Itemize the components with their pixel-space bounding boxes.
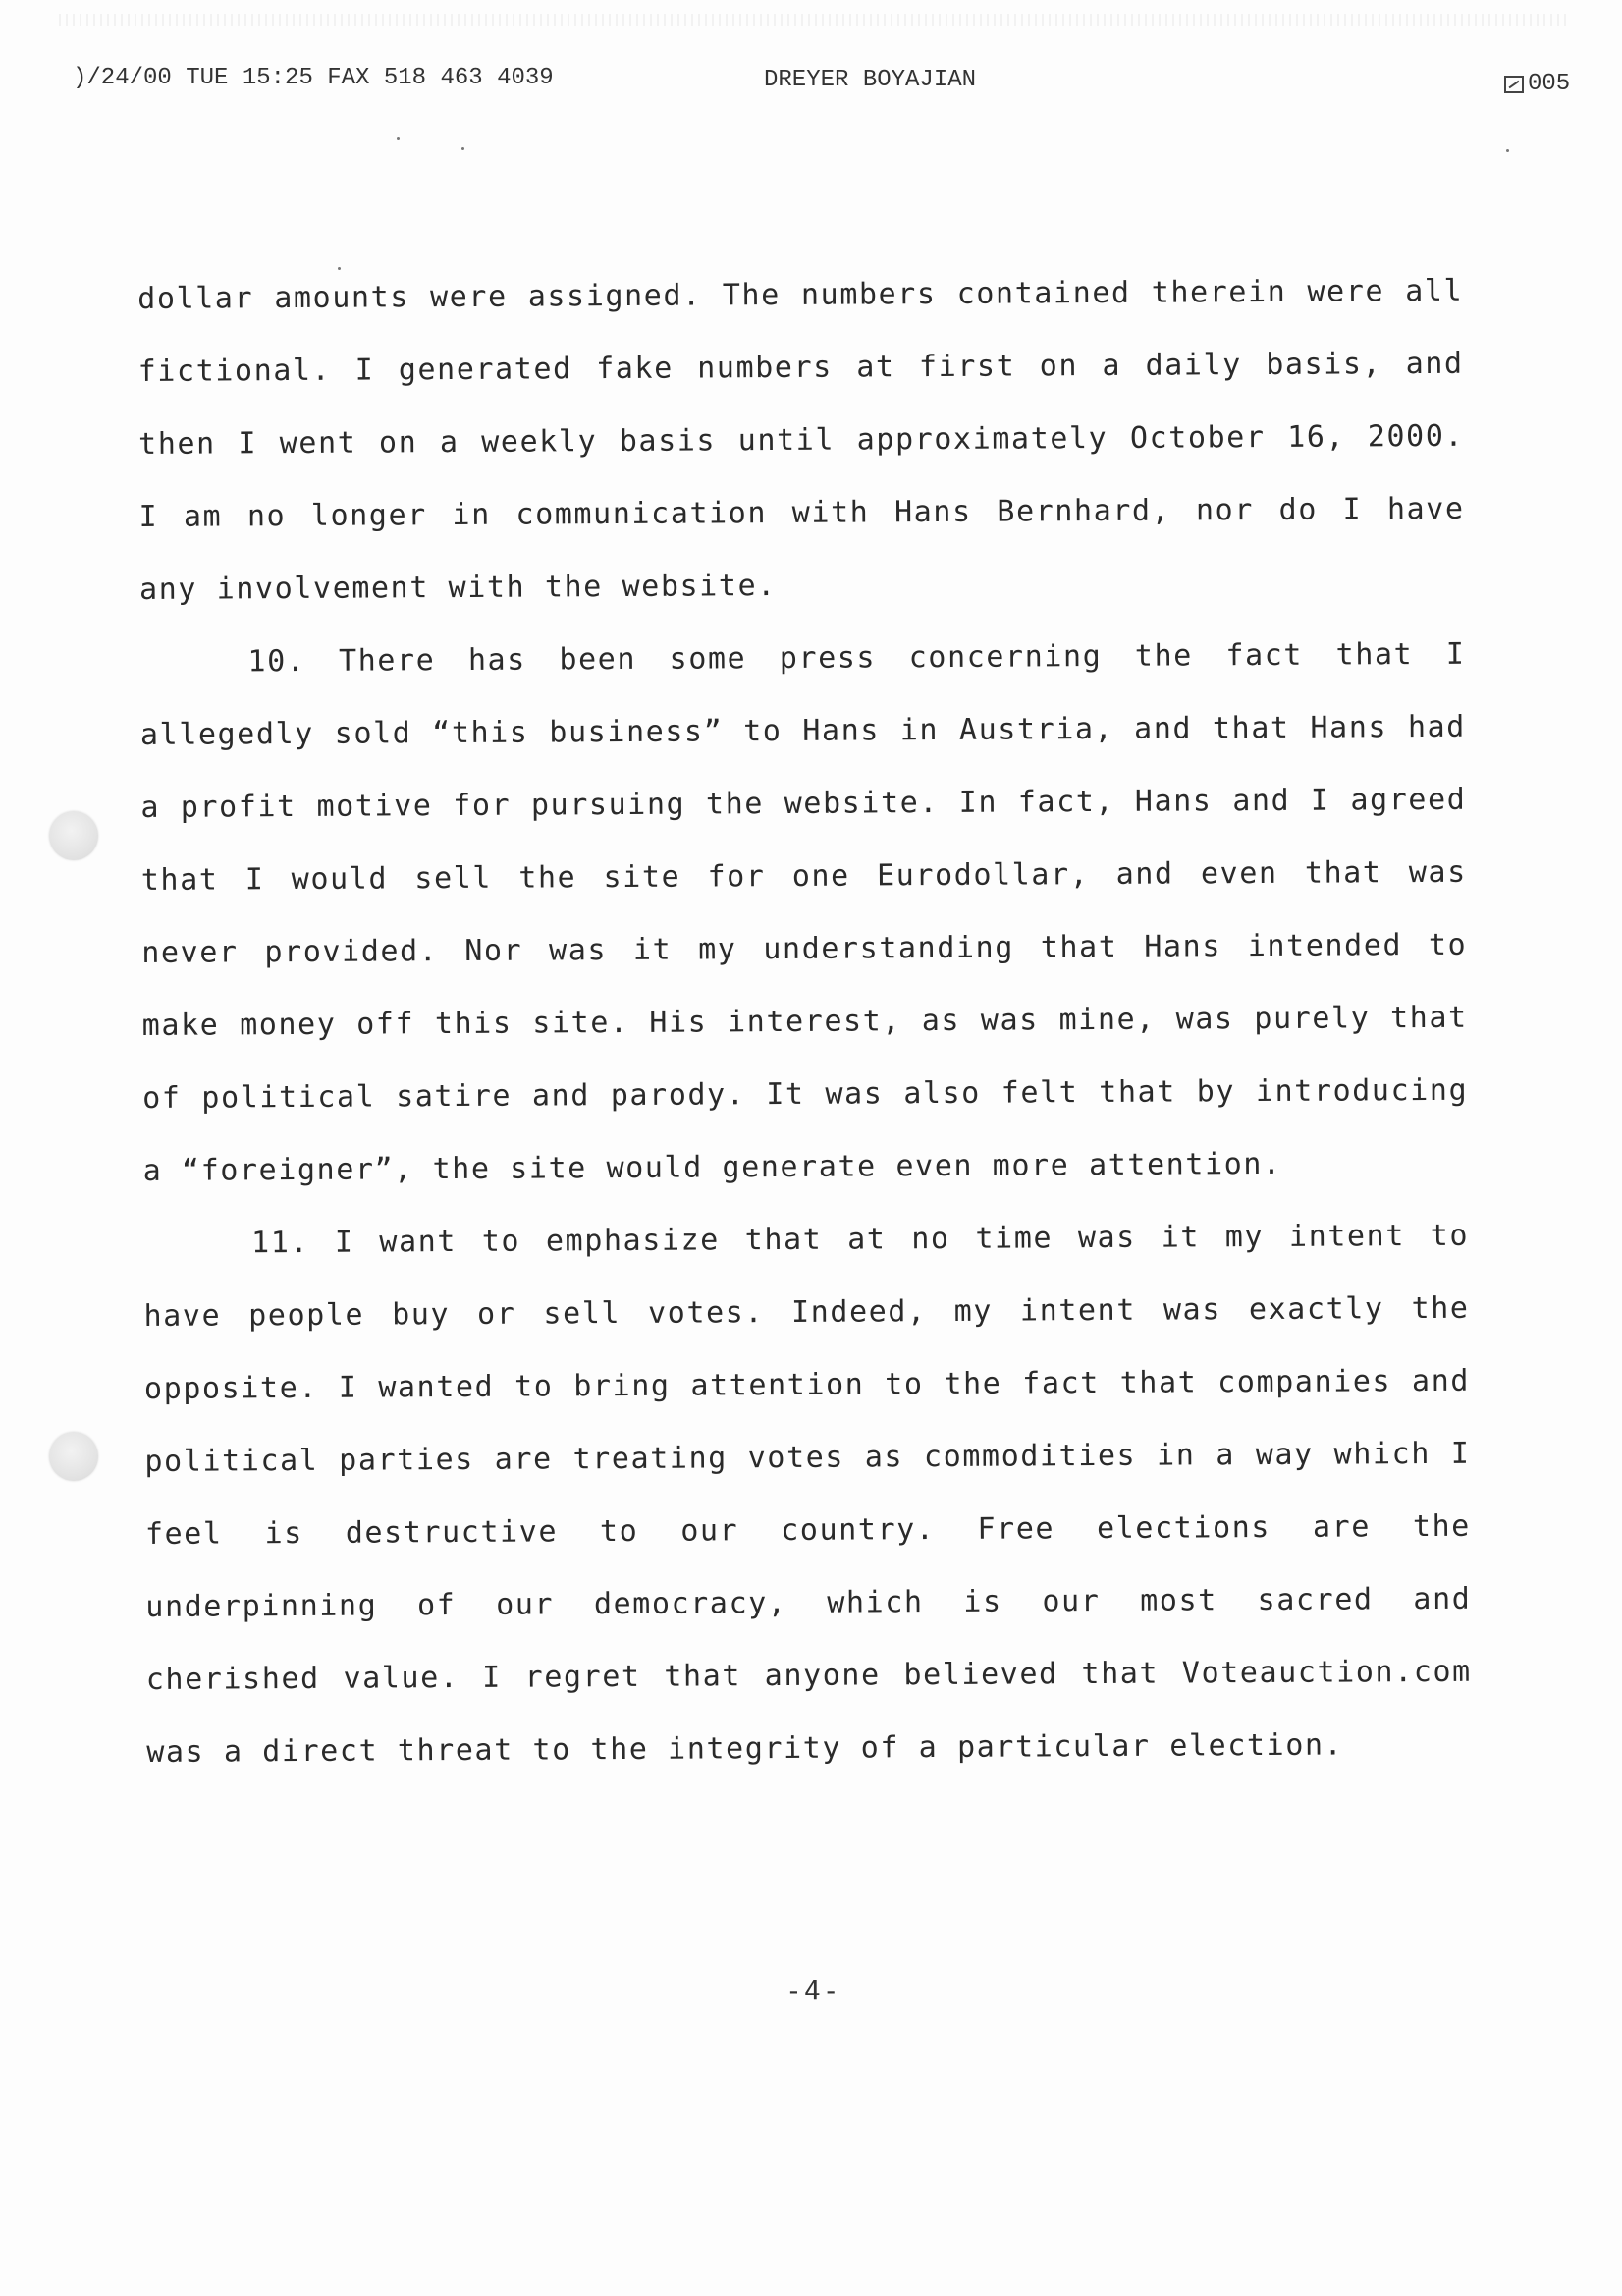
scan-speck: [1506, 149, 1509, 152]
fax-page-counter: [1504, 71, 1570, 97]
fax-page-number: 005: [1528, 71, 1571, 97]
scan-speck: [461, 147, 464, 150]
paragraph-11: 11. I want to emphasize that at no time was it my intent to have people buy or sell votes. Indeed, my intent was exactly the opposite. I wanted to bring attention to the fact that companies and political parties are treating votes as commodities in a way which I feel is destructive to our country. Free elections are the underpinning of our democracy, which is our most sacred and cherished value. I regret that anyone believed that Voteauction.com was a direct threat to the integrity of a particular election.: [143, 1218, 1472, 1770]
scan-noise-strip: [59, 14, 1571, 26]
punch-hole: [49, 811, 98, 860]
document-body: [137, 255, 1472, 1789]
fax-transmission-line: )/24/00 TUE 15:25 FAX 518 463 4039: [73, 65, 554, 91]
continuation-paragraph: dollar amounts were assigned. The numbers contained therein were all fictional. I generated fake numbers at first on a daily basis, and then I went on a weekly basis until approximately October 16, 2000. I am no longer in communication with Hans Bernhard, nor do I have any involvement with the website.: [137, 273, 1465, 607]
paragraph-10: 10. There has been some press concerning the fact that I allegedly sold “this business” to Hans in Austria, and that Hans had a profit motive for pursuing the website. In fact, Hans and I agreed that I would sell the site for one Eurodollar, and even that was never provided. Nor was it my understanding that Hans intended to make money off this site. His interest, as was mine, was purely that of political satire and parody. It was also felt that by introducing a “foreigner”, the site would generate even more attention.: [139, 636, 1469, 1188]
fax-page-icon: [1504, 76, 1524, 93]
scan-speck: [397, 137, 400, 140]
page-number: -4-: [785, 1974, 841, 2006]
punch-hole: [49, 1432, 98, 1481]
fax-sender-name: DREYER BOYAJIAN: [764, 67, 977, 93]
fax-header: [0, 65, 1622, 104]
